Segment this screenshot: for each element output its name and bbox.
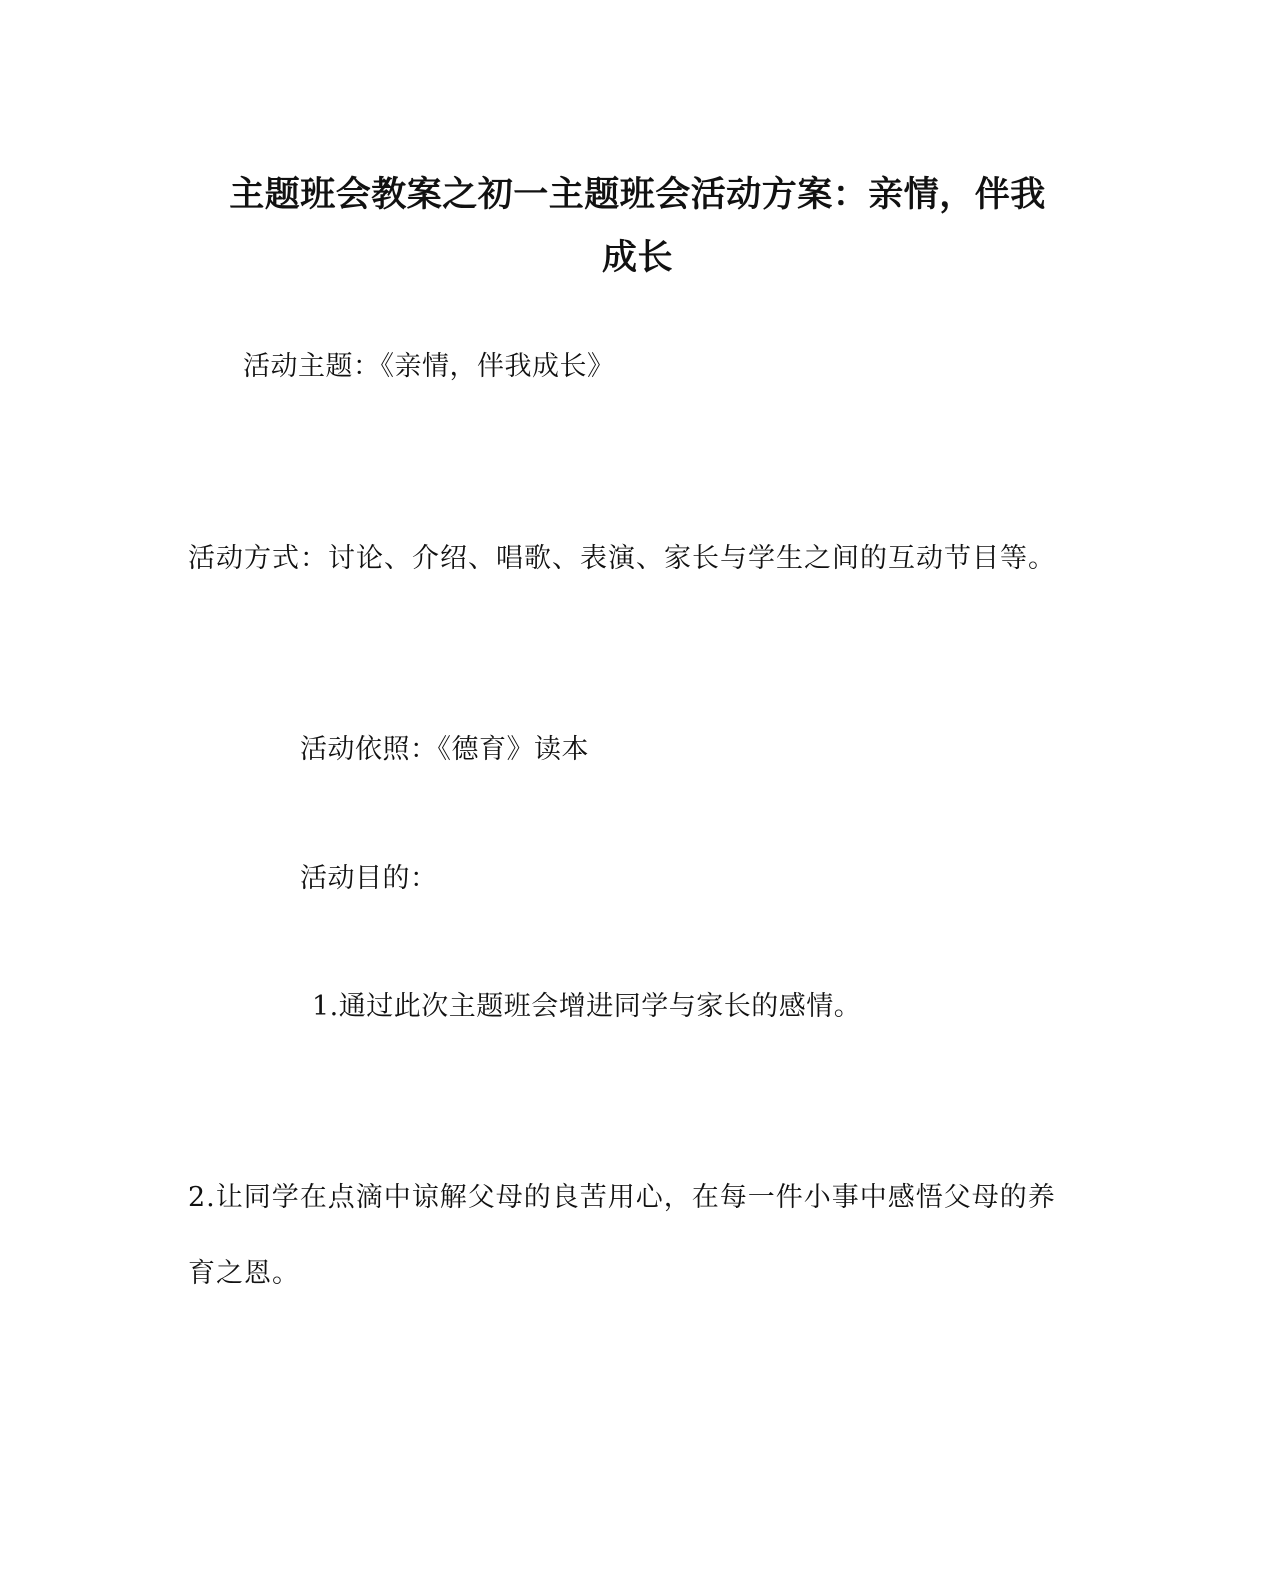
activity-purpose-heading: 活动目的： (300, 863, 438, 894)
activity-theme: 活动主题：《亲情，伴我成长》 (243, 351, 615, 382)
purpose-item-1: 1.通过此次主题班会增进同学与家长的感情。 (312, 991, 862, 1022)
document-title-line-1: 主题班会教案之初一主题班会活动方案：亲情，伴我 (229, 174, 1046, 215)
document-title-line-2: 成长 (601, 237, 673, 278)
activity-method: 活动方式：讨论、介绍、唱歌、表演、家长与学生之间的互动节目等。 (188, 543, 1056, 574)
purpose-item-2: 2.让同学在点滴中谅解父母的良苦用心，在每一件小事中感悟父母的养育之恩。 (188, 1182, 1056, 1289)
activity-basis: 活动依照：《德育》读本 (300, 734, 589, 765)
